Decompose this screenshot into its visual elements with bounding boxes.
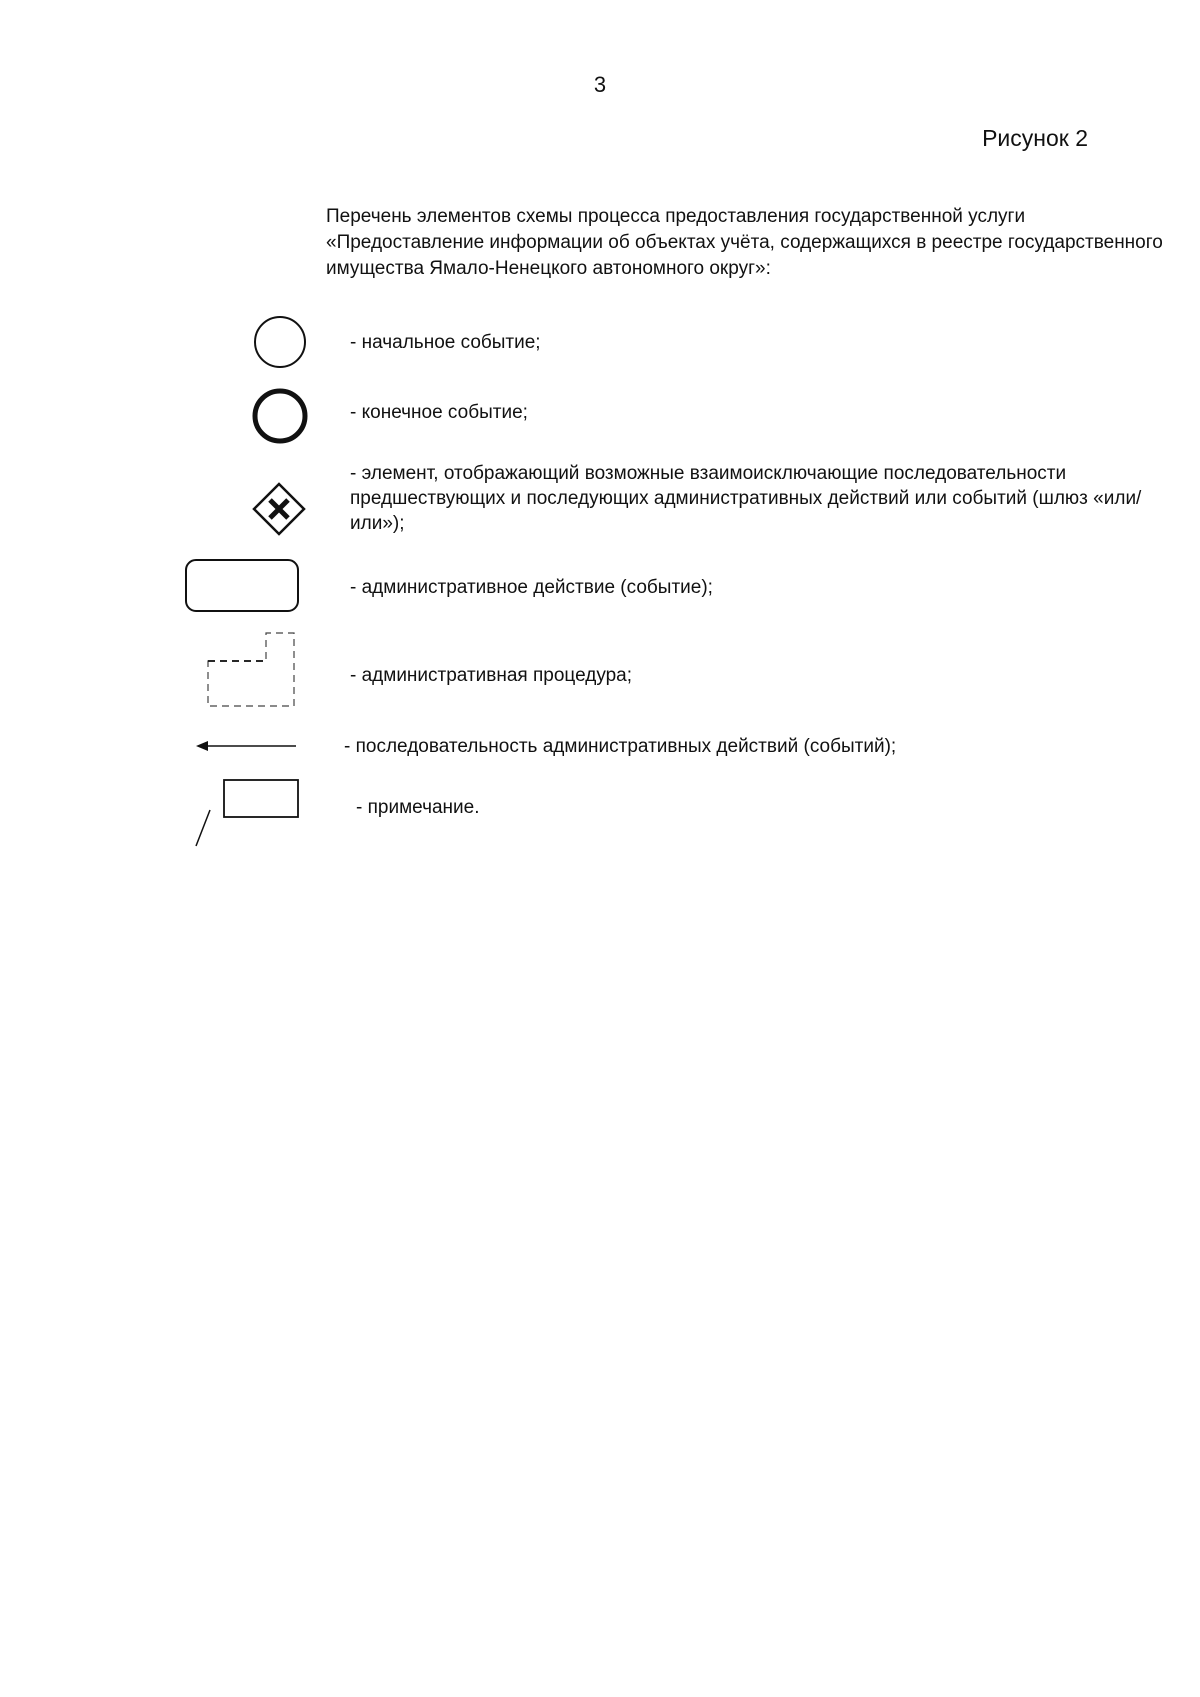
- legend-text-gateway: - элемент, отображающий возможные взаимоисключающие последовательности предшествующих и последующих административных действий или событий (шлюз «или/или»);: [350, 463, 1142, 534]
- end-event-thick-circle-icon: [250, 386, 310, 446]
- arrow-left-icon: [194, 736, 298, 756]
- dashed-procedure-icon: [204, 628, 300, 710]
- start-event-circle-icon: [252, 314, 308, 370]
- rounded-rectangle-icon: [184, 558, 300, 614]
- legend-text-action: - административное действие (событие);: [350, 577, 713, 598]
- legend-text-start-event: - начальное событие;: [350, 332, 541, 353]
- figure-label: Рисунок 2: [982, 125, 1088, 151]
- page-number: 3: [593, 72, 607, 97]
- legend-text-end-event: - конечное событие;: [350, 402, 528, 423]
- intro-paragraph: Перечень элементов схемы процесса предоставления государственной услуги «Предоставление информации об объектах учёта, содержащихся в реестре государственного имущества Ямало-Ненецкого автономного округ»:: [326, 206, 1163, 279]
- legend-text-sequence: - последовательность административных действий (событий);: [344, 736, 897, 757]
- legend-text-annotation: - примечание.: [356, 797, 480, 818]
- exclusive-gateway-icon: [251, 481, 307, 537]
- annotation-icon: [190, 776, 302, 850]
- legend-text-procedure: - административная процедура;: [350, 665, 633, 686]
